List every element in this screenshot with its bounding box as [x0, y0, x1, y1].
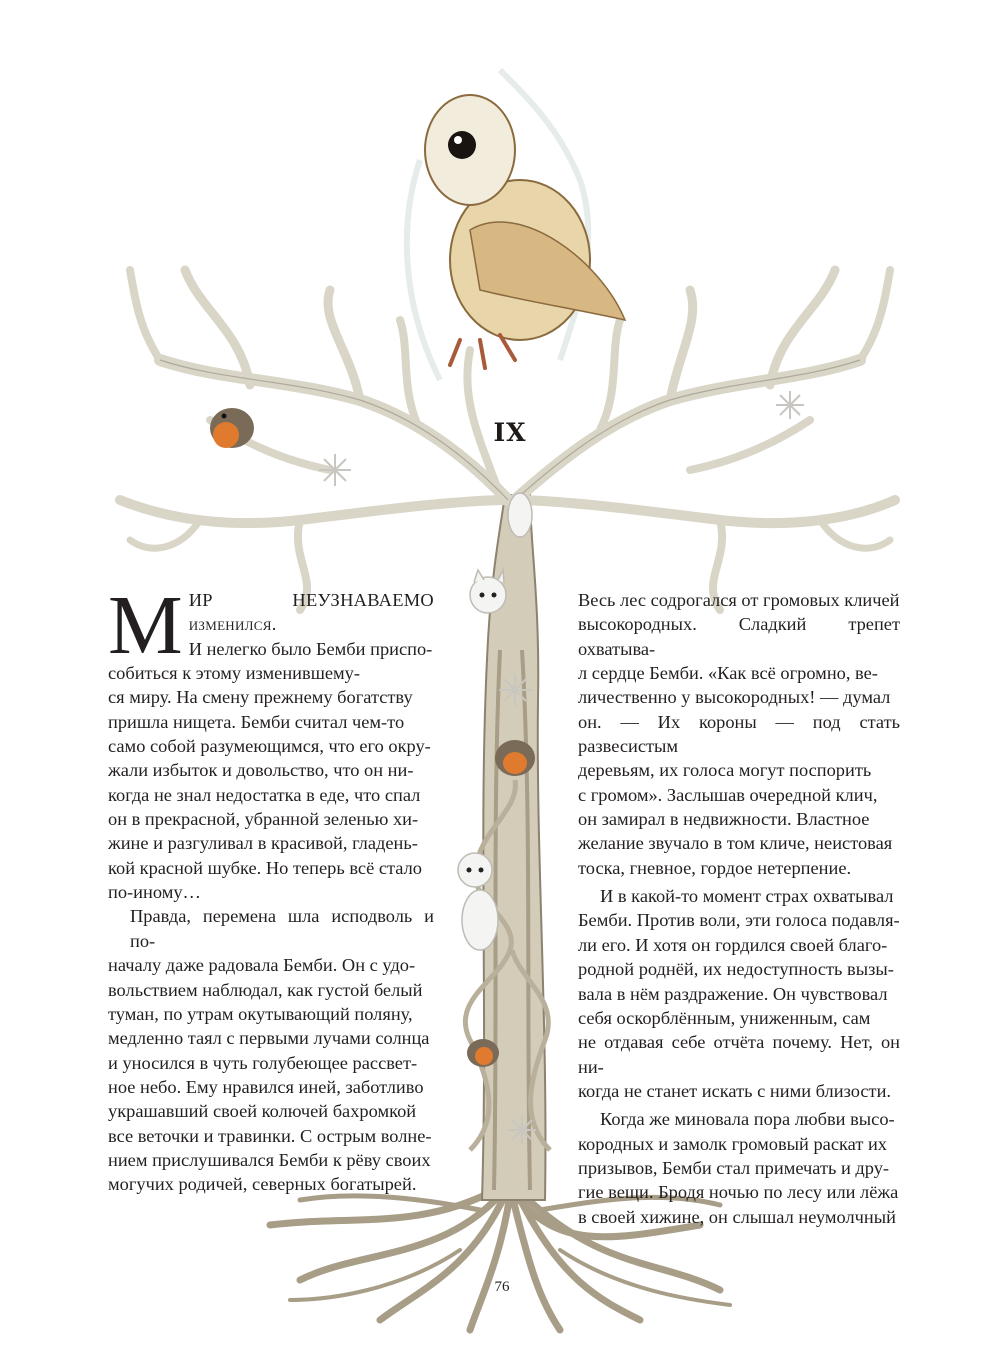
text-line: ся миру. На смену прежнему богатству	[108, 687, 413, 708]
text-line: личественно у высокородных! — думал	[578, 687, 891, 708]
text-line: он в прекрасной, убранной зеленью хи-	[108, 809, 419, 830]
paragraph	[578, 588, 900, 880]
text-line: кой красной шубке. Но теперь всё стало	[108, 857, 422, 878]
text-line: туман, по утрам окутывающий поляну,	[108, 1003, 413, 1024]
white-cat-illustration	[470, 570, 506, 613]
text-line: украшавший своей колючей бахромкой	[108, 1101, 417, 1122]
text-line: когда не станет искать с ними близости.	[578, 1080, 892, 1101]
text-line: желание звучало в том кличе, неистовая	[578, 833, 893, 854]
text-line: ли его. И хотя он гордился своей благо-	[578, 934, 888, 955]
white-cat-illustration	[508, 493, 532, 537]
white-cat-illustration	[458, 853, 498, 950]
text-line: началу даже радовала Бемби. Он с удо-	[108, 955, 416, 976]
text-line: с громом». Заслышав очередной клич,	[578, 784, 878, 805]
text-line: пришла нищета. Бемби считал чем-то	[108, 711, 405, 732]
text-line: И в какой-то момент страх охватывал	[600, 886, 894, 907]
text-line: Правда, перемена шла исподволь и по-	[130, 906, 434, 951]
text-line: вала в нём раздражение. Он чувствовал	[578, 983, 888, 1004]
text-line: призывов, Бемби стал примечать и дру-	[578, 1157, 890, 1178]
text-line: л сердце Бемби. «Как всё огромно, ве-	[578, 663, 878, 684]
text-line: он. — Их короны — под стать развесистым	[578, 711, 900, 757]
text-line: собиться к этому изменившему-	[108, 663, 360, 684]
text-line: нием прислушивался Бемби к рёву своих	[108, 1149, 431, 1170]
text-line: Весь лес содрогался от громовых кличей	[578, 590, 900, 610]
text-line: само собой разумеющимся, что его окру-	[108, 736, 431, 757]
text-line: И нелегко было Бемби приспо-	[188, 638, 433, 659]
drop-cap: М	[108, 579, 183, 672]
text-line: все веточки и травинки. С острым волне-	[108, 1125, 432, 1146]
robin-bird-illustration	[210, 408, 254, 448]
paragraph	[578, 1107, 900, 1229]
text-line: тоска, гневное, гордое нетерпение.	[578, 857, 852, 878]
text-line: когда не знал недостатка в еде, что спал	[108, 784, 421, 805]
text-line: он замирал в недвижности. Властное	[578, 809, 870, 830]
robin-bird-illustration	[495, 740, 535, 776]
text-line: по-иному…	[108, 882, 201, 903]
paragraph	[578, 884, 900, 1103]
text-line: кородных и замолк громовый раскат их	[578, 1133, 888, 1154]
text-line: ное небо. Ему нравился иней, заботливо	[108, 1076, 424, 1097]
page-number: 76	[494, 1279, 510, 1295]
text-line: Бемби. Против воли, эти голоса подавля-	[578, 910, 900, 931]
chapter-number: IX	[493, 418, 527, 447]
robin-bird-illustration	[467, 1039, 499, 1067]
text-line: родной роднёй, их недоступность вызы-	[578, 959, 894, 980]
text-line: Когда же миновала пора любви высо-	[600, 1109, 895, 1130]
text-line: жали избыток и довольство, что он ни-	[108, 760, 414, 781]
text-line: и уносился в чуть голубеющее рассвет-	[108, 1052, 418, 1073]
owl-illustration	[407, 70, 625, 380]
text-line: вольствием наблюдал, как густой белый	[108, 979, 423, 1000]
text-line: могучих родичей, северных богатырей.	[108, 1174, 417, 1195]
text-line: высокородных. Сладкий трепет охватыва-	[578, 614, 900, 659]
text-line: ИР НЕУЗНАВАЕМО изменился.	[188, 590, 434, 635]
text-line: деревьям, их голоса могут поспорить	[578, 760, 872, 781]
paragraph	[108, 904, 434, 1196]
text-line: медленно таял с первыми лучами солнца	[108, 1028, 430, 1049]
paragraph	[108, 579, 434, 904]
text-line: гие вещи. Бродя ночью по лесу или лёжа	[578, 1182, 899, 1203]
text-line: в своей хижине, он слышал неумолчный	[578, 1206, 896, 1227]
text-line: себя оскорблённым, униженным, сам	[578, 1007, 871, 1028]
left-text-column	[108, 579, 434, 1197]
text-line: жине и разгуливал в красивой, гладень-	[108, 833, 418, 854]
right-text-column	[578, 588, 900, 1229]
text-line: не отдавая себе отчёта почему. Нет, он ни-	[578, 1032, 900, 1077]
